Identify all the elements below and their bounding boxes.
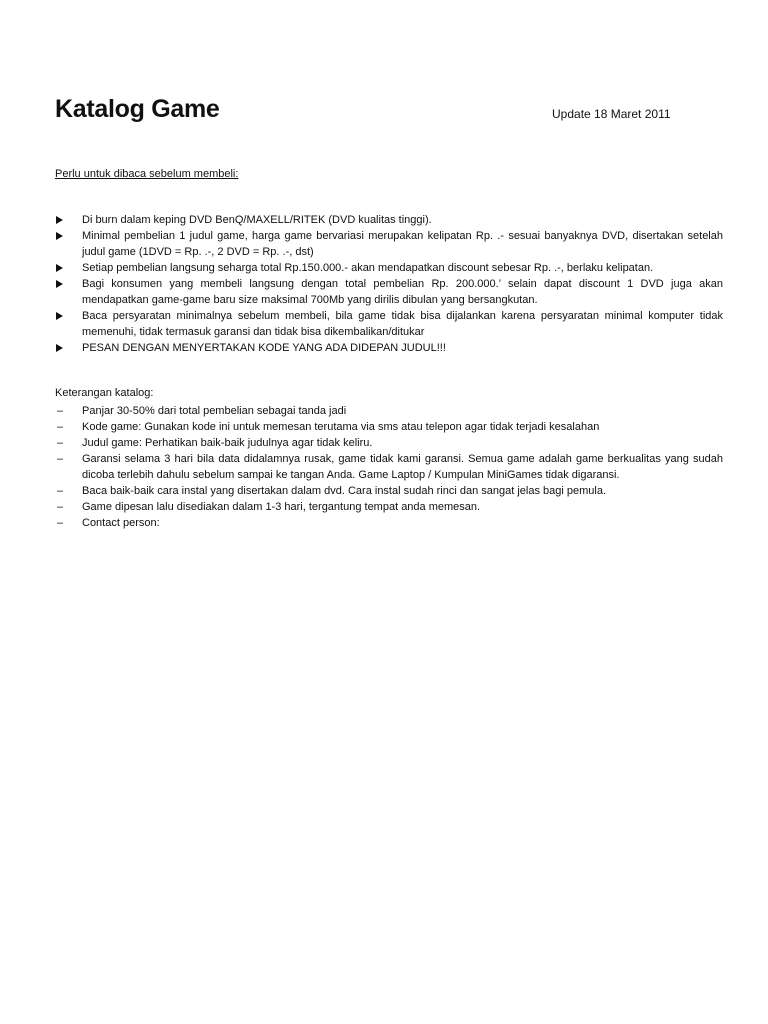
note-text: Garansi selama 3 hari bila data didalamnya rusak, game tidak kami garansi. Semua game adalah game berkualitas yang sudah dicoba terlebih dahulu sebelum sampai ke tangan Anda. Game Laptop / Kumpulan MiniGames tidak digaransi. [82, 453, 723, 481]
rule-item [55, 260, 723, 276]
note-text: Judul game: Perhatikan baik-baik judulnya agar tidak keliru. [82, 437, 373, 449]
rule-item [55, 228, 723, 260]
dash-bullet: – [57, 405, 64, 417]
note-item [55, 483, 723, 499]
rule-item [55, 340, 723, 356]
notes-list [55, 403, 723, 531]
rule-text: PESAN DENGAN MENYERTAKAN KODE YANG ADA DIDEPAN JUDUL!!! [82, 342, 446, 354]
dash-bullet: – [57, 421, 64, 433]
page-title: Katalog Game [55, 95, 220, 123]
dash-bullet: – [57, 453, 64, 465]
note-text: Panjar 30-50% dari total pembelian sebagai tanda jadi [82, 405, 347, 417]
arrow-bullet-icon [56, 216, 63, 224]
rule-text: Baca persyaratan minimalnya sebelum membeli, bila game tidak bisa dijalankan karena persyaratan minimal komputer tidak memenuhi, tidak termasuk garansi dan tidak bisa dikembalikan/ditukar [82, 310, 723, 338]
note-item [55, 403, 723, 419]
note-text: Game dipesan lalu disediakan dalam 1-3 hari, tergantung tempat anda memesan. [82, 501, 481, 513]
note-item [55, 435, 723, 451]
note-item [55, 419, 723, 435]
notes-heading: Keterangan katalog: [55, 387, 154, 399]
rule-text: Setiap pembelian langsung seharga total Rp.150.000.- akan mendapatkan discount sebesar Rp. .-, berlaku kelipatan. [82, 262, 654, 274]
dash-bullet: – [57, 437, 64, 449]
dash-bullet: – [57, 517, 64, 529]
note-text: Baca baik-baik cara instal yang disertakan dalam dvd. Cara instal sudah rinci dan sangat jelas bagi pemula. [82, 485, 607, 497]
arrow-bullet-icon [56, 280, 63, 288]
rule-text: Di burn dalam keping DVD BenQ/MAXELL/RITEK (DVD kualitas tinggi). [82, 214, 432, 226]
note-item [55, 515, 723, 531]
arrow-bullet-icon [56, 344, 63, 352]
rule-item [55, 308, 723, 340]
dash-bullet: – [57, 501, 64, 513]
note-text: Contact person: [82, 517, 160, 529]
arrow-bullet-icon [56, 312, 63, 320]
arrow-bullet-icon [56, 264, 63, 272]
rule-item [55, 212, 723, 228]
rules-list [55, 212, 723, 356]
rule-text: Minimal pembelian 1 judul game, harga game bervariasi merupakan kelipatan Rp. .- sesuai banyaknya DVD, disertakan setelah judul game (1DVD = Rp. .-, 2 DVD = Rp. .-, dst) [82, 230, 723, 258]
note-item [55, 499, 723, 515]
arrow-bullet-icon [56, 232, 63, 240]
rule-item [55, 276, 723, 308]
note-item [55, 451, 723, 483]
dash-bullet: – [57, 485, 64, 497]
intro-heading: Perlu untuk dibaca sebelum membeli: [55, 168, 239, 180]
note-text: Kode game: Gunakan kode ini untuk memesan terutama via sms atau telepon agar tidak terjadi kesalahan [82, 421, 600, 433]
rule-text: Bagi konsumen yang membeli langsung dengan total pembelian Rp. 200.000.’ selain dapat discount 1 DVD juga akan mendapatkan game-game baru size maksimal 700Mb yang dirilis dibulan yang bersangkutan. [82, 278, 723, 306]
update-date: Update 18 Maret 2011 [552, 107, 671, 121]
